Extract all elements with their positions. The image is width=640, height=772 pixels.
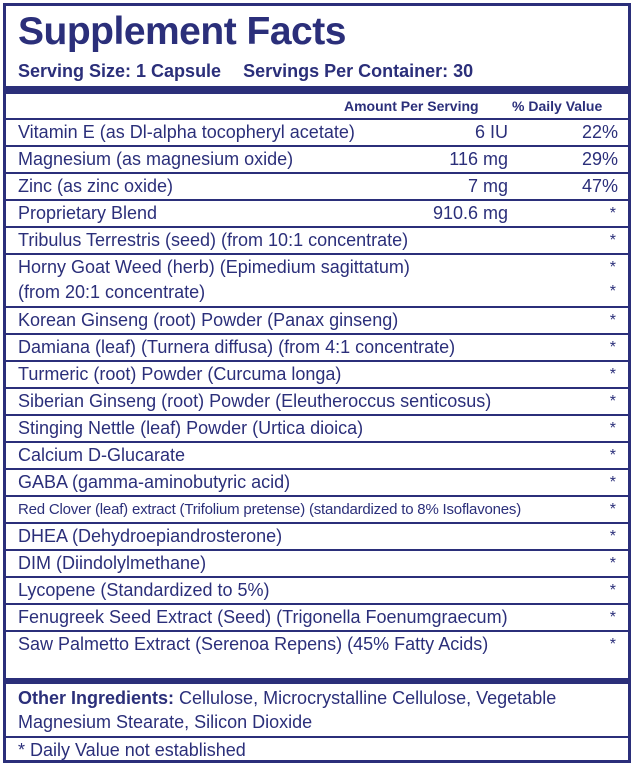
nutrient-row [6, 228, 628, 255]
nutrient-row [6, 605, 628, 632]
nutrient-daily-value: 29% [581, 149, 618, 169]
servings-per-container: Servings Per Container: 30 [243, 61, 474, 81]
serving-size: Serving Size: 1 Capsule [18, 61, 222, 81]
nutrient-name: Damiana (leaf) (Turnera diffusa) (from 4:1 concentrate) [18, 337, 456, 357]
nutrient-name: Vitamin E (as Dl-alpha tocopheryl acetate) [18, 122, 355, 142]
nutrient-daily-value: * [609, 474, 616, 491]
nutrient-daily-value: 22% [581, 122, 618, 142]
nutrient-row [6, 335, 628, 362]
daily-value-header: % Daily Value [512, 98, 603, 114]
nutrient-daily-value: * [609, 232, 616, 249]
nutrient-list [6, 120, 628, 659]
nutrient-row [6, 497, 628, 524]
nutrient-row [6, 201, 628, 228]
nutrient-row [6, 470, 628, 497]
nutrient-daily-value: * [609, 366, 616, 383]
nutrient-row [6, 578, 628, 605]
other-ingredients-text: Cellulose, Microcrystalline Cellulose, Vegetable Magnesium Stearate, Silicon Dioxide [18, 688, 557, 732]
nutrient-row [6, 308, 628, 335]
nutrient-row [6, 120, 628, 147]
nutrient-name: Horny Goat Weed (herb) (Epimedium sagittatum) [18, 257, 410, 277]
nutrient-amount: 6 IU [474, 122, 508, 142]
amount-per-serving-header: Amount Per Serving [344, 98, 479, 114]
nutrient-name: Proprietary Blend [18, 203, 158, 223]
nutrient-daily-value: * [609, 259, 616, 276]
nutrient-amount: 116 mg [449, 149, 508, 169]
nutrient-row [6, 416, 628, 443]
nutrient-daily-value: * [609, 283, 616, 300]
nutrient-name: Magnesium (as magnesium oxide) [18, 149, 294, 169]
thick-divider-top [6, 86, 628, 94]
nutrient-row [6, 282, 628, 308]
nutrient-name: Lycopene (Standardized to 5%) [18, 580, 270, 600]
nutrient-name: GABA (gamma-aminobutyric acid) [18, 472, 291, 492]
nutrient-daily-value: * [609, 339, 616, 356]
nutrient-row [6, 362, 628, 389]
nutrient-row [6, 174, 628, 201]
nutrient-name: DIM (Diindolylmethane) [18, 553, 207, 573]
daily-value-footnote: * Daily Value not established [18, 740, 246, 760]
nutrient-row [6, 255, 628, 282]
nutrient-name: Stinging Nettle (leaf) Powder (Urtica dioica) [18, 418, 364, 438]
nutrient-row [6, 443, 628, 470]
nutrient-daily-value: * [609, 501, 616, 518]
nutrient-daily-value: * [609, 528, 616, 545]
nutrient-name: Korean Ginseng (root) Powder (Panax ginseng) [18, 310, 399, 330]
nutrient-daily-value: * [609, 393, 616, 410]
nutrient-name: Calcium D-Glucarate [18, 445, 186, 465]
nutrient-row [6, 147, 628, 174]
nutrient-daily-value: * [609, 312, 616, 329]
nutrient-row [6, 524, 628, 551]
nutrient-daily-value: 47% [581, 176, 618, 196]
nutrient-name: Tribulus Terrestris (seed) (from 10:1 concentrate) [18, 230, 409, 250]
nutrient-row [6, 632, 628, 659]
thick-divider-bottom [6, 678, 628, 684]
nutrient-name: Fenugreek Seed Extract (Seed) (Trigonella Foenumgraecum) [18, 607, 508, 627]
serving-info [18, 60, 473, 82]
nutrient-row [6, 551, 628, 578]
nutrient-row [6, 389, 628, 416]
nutrient-name: (from 20:1 concentrate) [18, 282, 206, 302]
supplement-facts-panel [3, 3, 631, 763]
nutrient-daily-value: * [609, 420, 616, 437]
other-ingredients [18, 686, 618, 734]
nutrient-daily-value: * [609, 582, 616, 599]
nutrient-name: Zinc (as zinc oxide) [18, 176, 174, 196]
nutrient-amount: 910.6 mg [432, 203, 508, 223]
nutrient-amount: 7 mg [467, 176, 508, 196]
nutrient-daily-value: * [609, 555, 616, 572]
nutrient-name: Siberian Ginseng (root) Powder (Eleutheroccus senticosus) [18, 391, 492, 411]
panel-title: Supplement Facts [18, 10, 346, 53]
nutrient-name: Turmeric (root) Powder (Curcuma longa) [18, 364, 342, 384]
other-ingredients-label: Other Ingredients: [18, 688, 175, 708]
nutrient-name: Saw Palmetto Extract (Serenoa Repens) (45% Fatty Acids) [18, 634, 489, 654]
nutrient-daily-value: * [609, 636, 616, 653]
nutrient-daily-value: * [609, 609, 616, 626]
nutrient-daily-value: * [609, 447, 616, 464]
nutrient-daily-value: * [609, 205, 616, 222]
nutrient-name: Red Clover (leaf) extract (Trifolium pretense) (standardized to 8% Isoflavones) [18, 501, 522, 518]
nutrient-name: DHEA (Dehydroepiandrosterone) [18, 526, 283, 546]
